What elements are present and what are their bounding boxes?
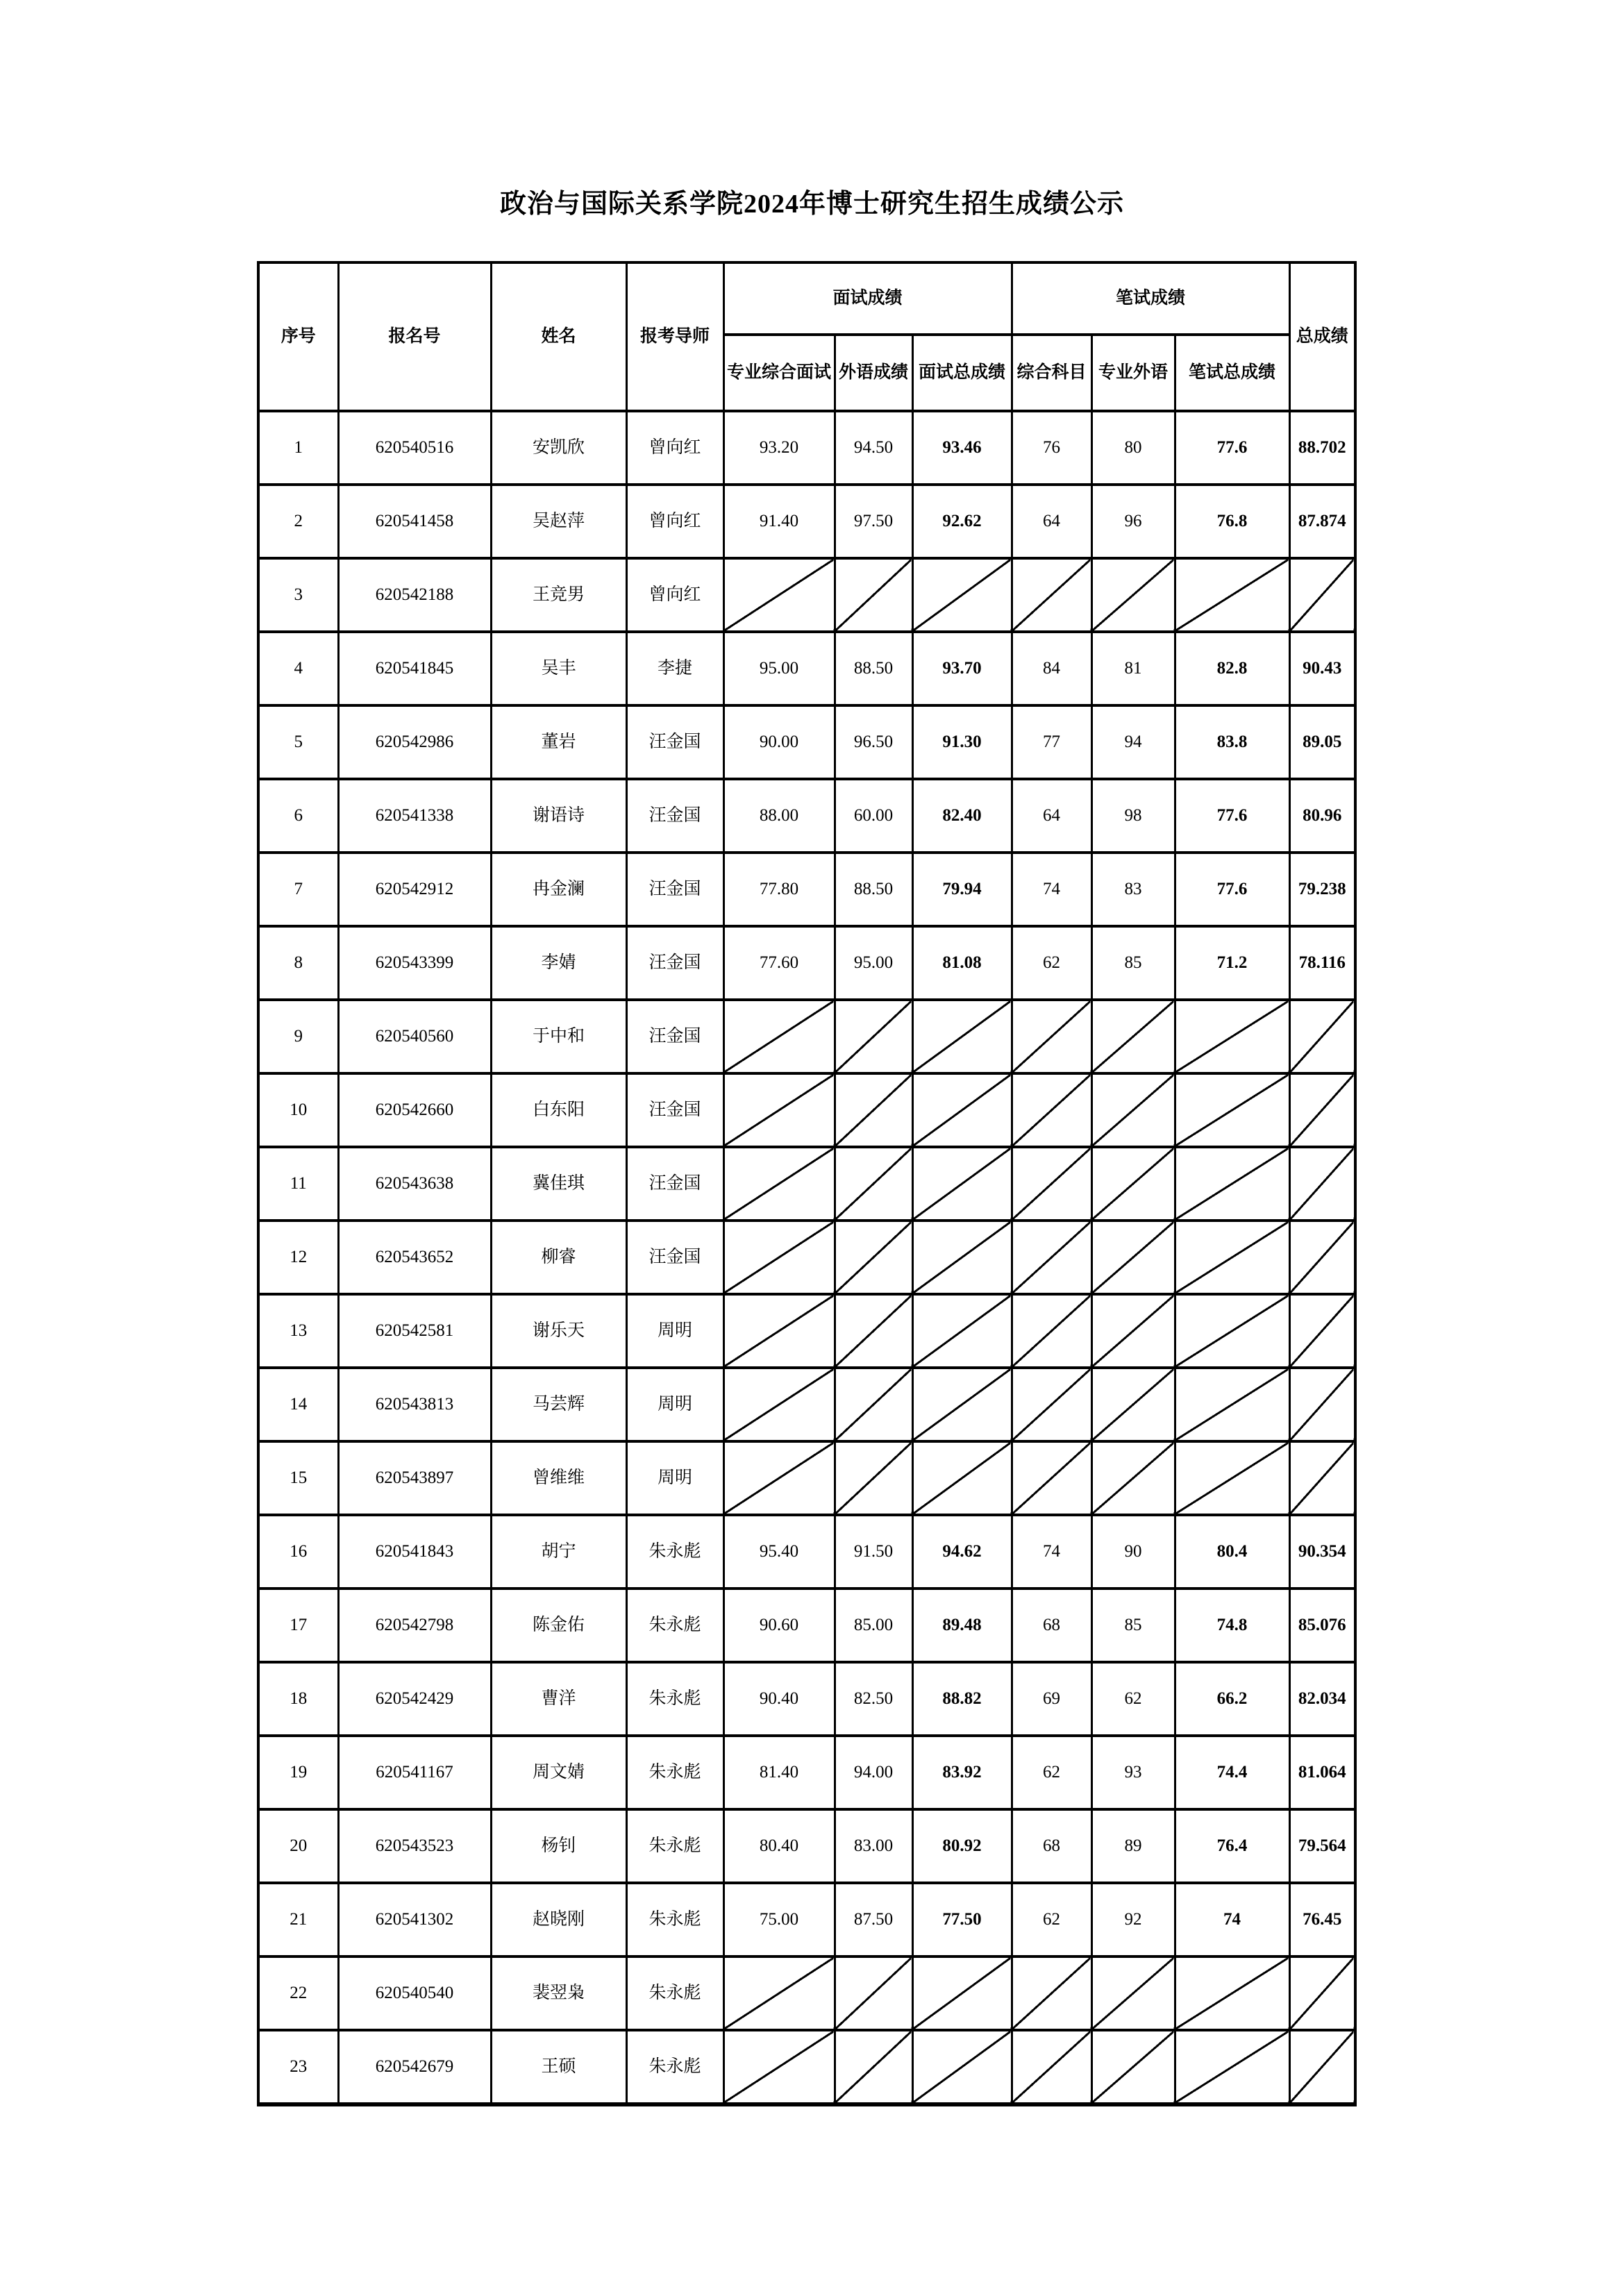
cell-interview_total: 83.92 [912, 1736, 1012, 1809]
cell-written_lang: 94 [1091, 705, 1175, 779]
cell-interview_prof: 93.20 [723, 411, 835, 485]
cell-interview_prof [723, 1000, 835, 1073]
cell-interview_prof [723, 1073, 835, 1147]
cell-written_lang: 96 [1091, 485, 1175, 558]
cell-advisor: 汪金国 [626, 1073, 723, 1147]
cell-interview_lang [835, 1000, 912, 1073]
cell-name: 赵晓刚 [491, 1883, 626, 1956]
cell-written_comp: 62 [1012, 1883, 1091, 1956]
cell-written_lang: 89 [1091, 1809, 1175, 1883]
cell-written_comp: 62 [1012, 926, 1091, 1000]
col-header-written-lang: 专业外语 [1091, 335, 1175, 411]
cell-written_total: 82.8 [1175, 632, 1289, 705]
cell-written_total [1175, 2030, 1289, 2104]
cell-reg: 620541302 [338, 1883, 491, 1956]
cell-interview_lang: 82.50 [835, 1662, 912, 1736]
cell-interview_prof: 90.40 [723, 1662, 835, 1736]
cell-name: 杨钊 [491, 1809, 626, 1883]
cell-interview_lang [835, 1368, 912, 1441]
cell-interview_total [912, 1294, 1012, 1368]
cell-interview_lang: 96.50 [835, 705, 912, 779]
cell-interview_prof: 95.00 [723, 632, 835, 705]
cell-interview_total: 91.30 [912, 705, 1012, 779]
cell-interview_total: 93.70 [912, 632, 1012, 705]
col-header-reg-no: 报名号 [338, 262, 491, 411]
table-row [258, 1000, 1355, 1073]
cell-advisor: 汪金国 [626, 926, 723, 1000]
cell-written_total: 76.4 [1175, 1809, 1289, 1883]
col-header-written-total: 笔试总成绩 [1175, 335, 1289, 411]
cell-no: 22 [258, 1956, 338, 2030]
cell-reg: 620542429 [338, 1662, 491, 1736]
cell-name: 陈金佑 [491, 1589, 626, 1662]
cell-written_lang [1091, 1441, 1175, 1515]
cell-written_comp [1012, 1441, 1091, 1515]
cell-written_lang: 92 [1091, 1883, 1175, 1956]
cell-reg: 620542581 [338, 1294, 491, 1368]
cell-advisor: 李捷 [626, 632, 723, 705]
table-row [258, 485, 1355, 558]
cell-name: 谢语诗 [491, 779, 626, 853]
cell-written_total [1175, 558, 1289, 632]
cell-advisor: 汪金国 [626, 1000, 723, 1073]
cell-interview_prof: 77.60 [723, 926, 835, 1000]
cell-advisor: 周明 [626, 1441, 723, 1515]
cell-interview_lang [835, 2030, 912, 2104]
cell-written_comp: 77 [1012, 705, 1091, 779]
cell-advisor: 周明 [626, 1368, 723, 1441]
header-row-groups [258, 262, 1355, 335]
table-row [258, 1073, 1355, 1147]
table-row [258, 1662, 1355, 1736]
cell-written_total: 74.8 [1175, 1589, 1289, 1662]
cell-interview_prof [723, 1368, 835, 1441]
cell-reg: 620542660 [338, 1073, 491, 1147]
table-row [258, 1441, 1355, 1515]
cell-name: 王竞男 [491, 558, 626, 632]
cell-interview_prof [723, 1956, 835, 2030]
cell-total: 87.874 [1289, 485, 1355, 558]
cell-reg: 620543638 [338, 1147, 491, 1221]
cell-reg: 620541338 [338, 779, 491, 853]
cell-written_lang [1091, 1147, 1175, 1221]
cell-no: 21 [258, 1883, 338, 1956]
cell-interview_prof [723, 558, 835, 632]
cell-interview_prof: 88.00 [723, 779, 835, 853]
cell-interview_prof: 81.40 [723, 1736, 835, 1809]
cell-interview_prof: 95.40 [723, 1515, 835, 1589]
cell-written_comp [1012, 1147, 1091, 1221]
cell-total: 82.034 [1289, 1662, 1355, 1736]
cell-written_comp [1012, 558, 1091, 632]
col-header-advisor: 报考导师 [626, 262, 723, 411]
cell-interview_prof [723, 1441, 835, 1515]
page-title: 政治与国际关系学院2024年博士研究生招生成绩公示 [499, 190, 1124, 219]
table-row [258, 1515, 1355, 1589]
cell-written_comp: 74 [1012, 853, 1091, 926]
cell-reg: 620541167 [338, 1736, 491, 1809]
cell-written_lang [1091, 1956, 1175, 2030]
cell-no: 12 [258, 1221, 338, 1294]
cell-no: 4 [258, 632, 338, 705]
cell-interview_lang [835, 1956, 912, 2030]
cell-reg: 620542798 [338, 1589, 491, 1662]
cell-interview_total [912, 1221, 1012, 1294]
cell-interview_prof: 91.40 [723, 485, 835, 558]
cell-advisor: 朱永彪 [626, 1956, 723, 2030]
table-row [258, 1736, 1355, 1809]
cell-written_total: 77.6 [1175, 779, 1289, 853]
table-row [258, 779, 1355, 853]
cell-total: 90.43 [1289, 632, 1355, 705]
cell-total: 81.064 [1289, 1736, 1355, 1809]
cell-interview_total [912, 1368, 1012, 1441]
cell-reg: 620542912 [338, 853, 491, 926]
cell-written_comp [1012, 2030, 1091, 2104]
table-row [258, 1147, 1355, 1221]
col-header-name: 姓名 [491, 262, 626, 411]
cell-written_lang: 83 [1091, 853, 1175, 926]
cell-written_lang: 85 [1091, 926, 1175, 1000]
cell-name: 曹洋 [491, 1662, 626, 1736]
cell-reg: 620540516 [338, 411, 491, 485]
cell-advisor: 汪金国 [626, 1147, 723, 1221]
cell-interview_lang: 88.50 [835, 632, 912, 705]
table-row [258, 1589, 1355, 1662]
cell-written_comp: 68 [1012, 1809, 1091, 1883]
table-row [258, 1368, 1355, 1441]
cell-name: 安凯欣 [491, 411, 626, 485]
cell-interview_lang: 83.00 [835, 1809, 912, 1883]
cell-written_total [1175, 1147, 1289, 1221]
cell-interview_prof: 90.00 [723, 705, 835, 779]
cell-interview_prof: 80.40 [723, 1809, 835, 1883]
cell-no: 7 [258, 853, 338, 926]
cell-name: 曾维维 [491, 1441, 626, 1515]
cell-total: 90.354 [1289, 1515, 1355, 1589]
cell-interview_total [912, 1147, 1012, 1221]
cell-written_total: 74.4 [1175, 1736, 1289, 1809]
cell-interview_total: 92.62 [912, 485, 1012, 558]
table-row [258, 1956, 1355, 2030]
cell-interview_prof: 90.60 [723, 1589, 835, 1662]
cell-total [1289, 1221, 1355, 1294]
cell-reg: 620542679 [338, 2030, 491, 2104]
cell-name: 周文婧 [491, 1736, 626, 1809]
cell-interview_prof: 77.80 [723, 853, 835, 926]
cell-name: 白东阳 [491, 1073, 626, 1147]
cell-no: 1 [258, 411, 338, 485]
col-header-interview-lang: 外语成绩 [835, 335, 912, 411]
cell-written_lang [1091, 1368, 1175, 1441]
cell-written_lang: 85 [1091, 1589, 1175, 1662]
cell-reg: 620541845 [338, 632, 491, 705]
cell-advisor: 朱永彪 [626, 1515, 723, 1589]
table-row [258, 2030, 1355, 2104]
cell-written_comp: 62 [1012, 1736, 1091, 1809]
col-header-written-comp: 综合科目 [1012, 335, 1091, 411]
cell-written_total: 74 [1175, 1883, 1289, 1956]
col-header-interview-total: 面试总成绩 [912, 335, 1012, 411]
cell-written_lang: 62 [1091, 1662, 1175, 1736]
cell-advisor: 朱永彪 [626, 1589, 723, 1662]
cell-interview_prof [723, 1294, 835, 1368]
cell-total [1289, 1000, 1355, 1073]
cell-interview_lang [835, 558, 912, 632]
cell-advisor: 汪金国 [626, 853, 723, 926]
cell-written_total: 77.6 [1175, 411, 1289, 485]
cell-name: 冉金澜 [491, 853, 626, 926]
cell-name: 王硕 [491, 2030, 626, 2104]
cell-written_total: 80.4 [1175, 1515, 1289, 1589]
cell-name: 裴翌枭 [491, 1956, 626, 2030]
cell-interview_total: 93.46 [912, 411, 1012, 485]
cell-written_comp: 84 [1012, 632, 1091, 705]
cell-written_comp [1012, 1368, 1091, 1441]
cell-total [1289, 1441, 1355, 1515]
cell-written_lang: 98 [1091, 779, 1175, 853]
cell-advisor: 汪金国 [626, 705, 723, 779]
cell-total [1289, 1073, 1355, 1147]
cell-name: 谢乐天 [491, 1294, 626, 1368]
cell-written_total: 76.8 [1175, 485, 1289, 558]
cell-name: 李婧 [491, 926, 626, 1000]
table-row [258, 1809, 1355, 1883]
cell-interview_lang [835, 1073, 912, 1147]
cell-written_comp [1012, 1956, 1091, 2030]
cell-interview_lang: 91.50 [835, 1515, 912, 1589]
cell-interview_lang [835, 1221, 912, 1294]
cell-interview_lang: 95.00 [835, 926, 912, 1000]
cell-no: 15 [258, 1441, 338, 1515]
col-header-interview-group: 面试成绩 [723, 262, 1012, 335]
cell-advisor: 朱永彪 [626, 1883, 723, 1956]
cell-reg: 620540560 [338, 1000, 491, 1073]
cell-interview_total [912, 1956, 1012, 2030]
cell-written_total: 77.6 [1175, 853, 1289, 926]
cell-written_comp: 69 [1012, 1662, 1091, 1736]
cell-name: 柳睿 [491, 1221, 626, 1294]
cell-total [1289, 1368, 1355, 1441]
cell-interview_lang: 94.00 [835, 1736, 912, 1809]
cell-written_lang [1091, 558, 1175, 632]
cell-advisor: 朱永彪 [626, 2030, 723, 2104]
table-row [258, 411, 1355, 485]
cell-written_comp [1012, 1221, 1091, 1294]
cell-total: 79.238 [1289, 853, 1355, 926]
cell-advisor: 曾向红 [626, 485, 723, 558]
score-table [257, 261, 1357, 2106]
cell-written_lang: 81 [1091, 632, 1175, 705]
cell-total: 88.702 [1289, 411, 1355, 485]
cell-reg: 620543652 [338, 1221, 491, 1294]
cell-interview_total: 89.48 [912, 1589, 1012, 1662]
cell-interview_prof [723, 1147, 835, 1221]
cell-advisor: 朱永彪 [626, 1662, 723, 1736]
cell-total: 85.076 [1289, 1589, 1355, 1662]
cell-written_lang: 90 [1091, 1515, 1175, 1589]
col-header-total: 总成绩 [1289, 262, 1355, 411]
cell-written_total [1175, 1073, 1289, 1147]
cell-interview_total [912, 1073, 1012, 1147]
cell-advisor: 朱永彪 [626, 1809, 723, 1883]
cell-interview_lang: 97.50 [835, 485, 912, 558]
table-row [258, 558, 1355, 632]
cell-no: 8 [258, 926, 338, 1000]
cell-total: 76.45 [1289, 1883, 1355, 1956]
cell-interview_lang: 60.00 [835, 779, 912, 853]
cell-name: 董岩 [491, 705, 626, 779]
cell-advisor: 汪金国 [626, 779, 723, 853]
cell-no: 18 [258, 1662, 338, 1736]
cell-written_lang [1091, 2030, 1175, 2104]
table-row [258, 853, 1355, 926]
cell-reg: 620543399 [338, 926, 491, 1000]
cell-interview_prof [723, 1221, 835, 1294]
table-row [258, 705, 1355, 779]
cell-total [1289, 1956, 1355, 2030]
table-body [258, 411, 1355, 2104]
cell-reg: 620543897 [338, 1441, 491, 1515]
cell-written_lang [1091, 1000, 1175, 1073]
cell-reg: 620543523 [338, 1809, 491, 1883]
cell-no: 23 [258, 2030, 338, 2104]
cell-advisor: 曾向红 [626, 411, 723, 485]
cell-no: 17 [258, 1589, 338, 1662]
cell-total: 80.96 [1289, 779, 1355, 853]
cell-no: 9 [258, 1000, 338, 1073]
cell-reg: 620543813 [338, 1368, 491, 1441]
cell-interview_total: 81.08 [912, 926, 1012, 1000]
table-row [258, 632, 1355, 705]
cell-written_lang [1091, 1073, 1175, 1147]
cell-advisor: 汪金国 [626, 1221, 723, 1294]
cell-interview_total [912, 1441, 1012, 1515]
cell-advisor: 曾向红 [626, 558, 723, 632]
cell-written_total [1175, 1956, 1289, 2030]
cell-reg: 620542986 [338, 705, 491, 779]
col-header-interview-prof: 专业综合面试 [723, 335, 835, 411]
col-header-written-group: 笔试成绩 [1012, 262, 1289, 335]
cell-no: 19 [258, 1736, 338, 1809]
cell-total [1289, 2030, 1355, 2104]
cell-written_total: 83.8 [1175, 705, 1289, 779]
cell-interview_total: 94.62 [912, 1515, 1012, 1589]
cell-name: 冀佳琪 [491, 1147, 626, 1221]
cell-interview_lang: 94.50 [835, 411, 912, 485]
cell-interview_total: 79.94 [912, 853, 1012, 926]
cell-interview_lang: 87.50 [835, 1883, 912, 1956]
cell-written_total [1175, 1294, 1289, 1368]
cell-written_comp [1012, 1294, 1091, 1368]
cell-no: 14 [258, 1368, 338, 1441]
cell-interview_lang [835, 1147, 912, 1221]
cell-interview_total [912, 2030, 1012, 2104]
table-row [258, 1221, 1355, 1294]
table-header [258, 262, 1355, 411]
cell-written_total: 71.2 [1175, 926, 1289, 1000]
cell-written_lang [1091, 1221, 1175, 1294]
table-row [258, 926, 1355, 1000]
cell-written_total [1175, 1441, 1289, 1515]
cell-name: 马芸辉 [491, 1368, 626, 1441]
cell-interview_total: 80.92 [912, 1809, 1012, 1883]
cell-written_total [1175, 1221, 1289, 1294]
cell-written_total [1175, 1368, 1289, 1441]
cell-written_comp: 64 [1012, 779, 1091, 853]
cell-written_comp: 76 [1012, 411, 1091, 485]
cell-interview_total: 88.82 [912, 1662, 1012, 1736]
cell-interview_prof: 75.00 [723, 1883, 835, 1956]
cell-total: 78.116 [1289, 926, 1355, 1000]
cell-reg: 620542188 [338, 558, 491, 632]
cell-no: 5 [258, 705, 338, 779]
cell-name: 吴丰 [491, 632, 626, 705]
cell-no: 2 [258, 485, 338, 558]
cell-interview_lang [835, 1294, 912, 1368]
cell-written_total [1175, 1000, 1289, 1073]
cell-written_comp: 64 [1012, 485, 1091, 558]
cell-total [1289, 558, 1355, 632]
cell-interview_total [912, 1000, 1012, 1073]
cell-interview_lang [835, 1441, 912, 1515]
cell-interview_prof [723, 2030, 835, 2104]
cell-total [1289, 1147, 1355, 1221]
cell-total [1289, 1294, 1355, 1368]
cell-written_lang: 93 [1091, 1736, 1175, 1809]
col-header-seq: 序号 [258, 262, 338, 411]
cell-written_lang: 80 [1091, 411, 1175, 485]
cell-no: 6 [258, 779, 338, 853]
cell-total: 89.05 [1289, 705, 1355, 779]
cell-name: 胡宁 [491, 1515, 626, 1589]
cell-no: 20 [258, 1809, 338, 1883]
cell-name: 吴赵萍 [491, 485, 626, 558]
cell-reg: 620541458 [338, 485, 491, 558]
table-row [258, 1294, 1355, 1368]
cell-interview_total [912, 558, 1012, 632]
cell-advisor: 朱永彪 [626, 1736, 723, 1809]
cell-written_lang [1091, 1294, 1175, 1368]
cell-interview_lang: 85.00 [835, 1589, 912, 1662]
cell-advisor: 周明 [626, 1294, 723, 1368]
cell-interview_total: 77.50 [912, 1883, 1012, 1956]
cell-written_comp [1012, 1000, 1091, 1073]
cell-no: 10 [258, 1073, 338, 1147]
cell-interview_total: 82.40 [912, 779, 1012, 853]
cell-written_comp: 74 [1012, 1515, 1091, 1589]
cell-no: 13 [258, 1294, 338, 1368]
cell-written_total: 66.2 [1175, 1662, 1289, 1736]
cell-reg: 620541843 [338, 1515, 491, 1589]
cell-interview_lang: 88.50 [835, 853, 912, 926]
cell-total: 79.564 [1289, 1809, 1355, 1883]
cell-name: 于中和 [491, 1000, 626, 1073]
cell-no: 3 [258, 558, 338, 632]
cell-written_comp: 68 [1012, 1589, 1091, 1662]
cell-no: 11 [258, 1147, 338, 1221]
cell-reg: 620540540 [338, 1956, 491, 2030]
table-row [258, 1883, 1355, 1956]
cell-written_comp [1012, 1073, 1091, 1147]
cell-no: 16 [258, 1515, 338, 1589]
